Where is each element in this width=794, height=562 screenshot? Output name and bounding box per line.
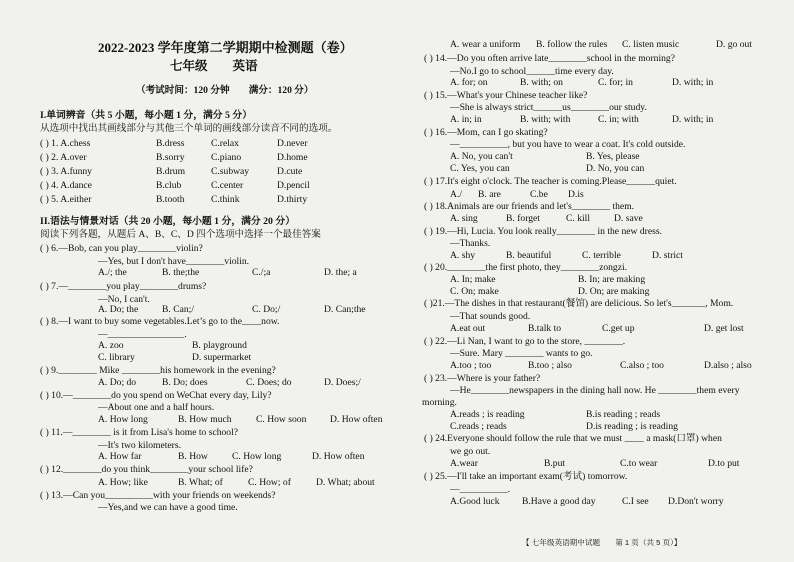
q18-option-c: C. kill: [566, 213, 590, 224]
q20-option-b: B. In; are making: [578, 274, 646, 285]
q21-option-d: D. get lost: [704, 323, 744, 334]
q25-option-c: C.I see: [622, 496, 649, 507]
q1-c: C.relax: [211, 138, 239, 149]
q22-option-a: A.too ; too: [450, 360, 492, 371]
exam-title: 2022-2023 学年度第二学期期中检测题（卷）: [98, 40, 353, 55]
question-23-line3: morning.: [422, 397, 457, 408]
q20-option-c: C. On; make: [450, 286, 499, 297]
question-22: ( ) 22.—Li Nan, I want to go to the store, ________.: [424, 336, 626, 347]
question-13: ( ) 13.—Can you__________with your friends on weekends?: [40, 490, 276, 501]
section2-instruction: 阅读下列各题，从题后 A、B、C、D 四个选项中选择一个最佳答案: [40, 229, 321, 240]
q13-option-b: B. follow the rules: [536, 39, 608, 50]
q21-option-a: A.eat out: [450, 323, 486, 334]
question-6-line2: —Yes, but I don't have________violin.: [98, 256, 250, 267]
q2-b: B.sorry: [156, 152, 185, 163]
q13-option-d: D. go out: [716, 39, 752, 50]
q3-b: B.drum: [156, 166, 186, 177]
question-6: ( ) 6.—Bob, can you play________violin?: [40, 243, 203, 254]
q17-option-d: D.is: [568, 189, 584, 200]
q25-option-d: D.Don't worry: [668, 496, 724, 507]
q22-option-c: C.also ; too: [620, 360, 664, 371]
q24-option-a: A.wear: [450, 458, 478, 469]
question-16-line2: —__________, but you have to wear a coat. It's cold outside.: [450, 139, 686, 150]
q15-option-d: D. with; in: [672, 114, 714, 125]
q1-d: D.never: [277, 138, 308, 149]
q6-option-a: A./; the: [98, 267, 127, 278]
question-23-line2: —He________newspapers in the dining hall now. He ________them every: [450, 385, 740, 396]
q15-option-b: B. with; with: [520, 114, 571, 125]
q19-option-c: C. terrible: [582, 250, 621, 261]
q10-option-a: A. How long: [98, 414, 148, 425]
question-14-line2: —No.I go to school______time every day.: [450, 66, 614, 77]
q14-option-d: D. with; in: [672, 77, 714, 88]
q21-option-c: C.get up: [602, 323, 635, 334]
q11-option-a: A. How far: [98, 451, 142, 462]
q11-option-d: D. How often: [312, 451, 365, 462]
question-14: ( ) 14.—Do you often arrive late________school in the morning?: [424, 53, 675, 64]
q4-c: C.center: [211, 180, 244, 191]
q8-option-c: C. library: [98, 352, 135, 363]
q9-option-d: D. Does;/: [324, 377, 361, 388]
section1-heading: I.单词辨音（共 5 小题，每小题 1 分，满分 5 分）: [40, 110, 252, 121]
q7-option-b: B. Can;/: [162, 304, 194, 315]
question-15-line2: —She is always strict______us________our study.: [450, 102, 647, 113]
q18-option-d: D. save: [614, 213, 643, 224]
section1-instruction: 从选项中找出其画线部分与其他三个单词的画线部分读音不同的选项。: [40, 123, 338, 134]
question-23: ( ) 23.—Where is your father?: [424, 373, 541, 384]
q12-option-d: D. What; about: [316, 477, 375, 488]
q4-b: B.club: [156, 180, 182, 191]
q24-option-b: B.put: [544, 458, 566, 469]
question-20: ( ) 20.________the first photo, they________zongzi.: [424, 262, 628, 273]
q17-option-c: C.be: [530, 189, 548, 200]
q4-a: ( ) 4. A.dance: [40, 180, 92, 191]
q22-option-b: B.too ; also: [528, 360, 572, 371]
question-8-line2: —________________.: [98, 329, 187, 340]
q6-option-b: B. the;the: [162, 267, 200, 278]
q19-option-d: D. strict: [652, 250, 683, 261]
q10-option-b: B. How much: [178, 414, 232, 425]
q8-option-d: D. supermarket: [192, 352, 252, 363]
q11-option-b: B. How: [178, 451, 208, 462]
q25-option-a: A.Good luck: [450, 496, 500, 507]
q20-option-a: A. In; make: [450, 274, 496, 285]
q2-c: C.piano: [211, 152, 242, 163]
q18-option-a: A. sing: [450, 213, 478, 224]
q11-option-c: C. How long: [232, 451, 282, 462]
q7-option-c: C. Do;/: [252, 304, 281, 315]
q13-option-c: C. listen music: [622, 39, 680, 50]
q3-d: D.cute: [277, 166, 303, 177]
q15-option-c: C. in; with: [598, 114, 639, 125]
q10-option-d: D. How often: [330, 414, 383, 425]
q3-a: ( ) 3. A.funny: [40, 166, 92, 177]
question-21: ( )21.—The dishes in that restaurant(餐馆) are delicious. So let's_______, Mom.: [424, 298, 734, 309]
question-13-line2: —Yes,and we can have a good time.: [98, 502, 238, 513]
q23-option-d: D.is reading ; is reading: [586, 421, 678, 432]
q16-option-c: C. Yes, you can: [450, 163, 510, 174]
question-24-line2: we go out.: [450, 446, 491, 457]
q12-option-a: A. How; like: [98, 477, 148, 488]
q22-option-d: D.also ; also: [704, 360, 752, 371]
q18-option-b: B. forget: [506, 213, 540, 224]
question-16: ( ) 16.—Mom, can I go skating?: [424, 127, 548, 138]
q2-d: D.home: [277, 152, 308, 163]
q10-option-c: C. How soon: [256, 414, 307, 425]
q13-option-a: A. wear a uniform: [450, 39, 521, 50]
q1-b: B.dress: [156, 138, 185, 149]
q5-c: C.think: [211, 194, 240, 205]
q5-a: ( ) 5. A.either: [40, 194, 92, 205]
q5-d: D.thirty: [277, 194, 308, 205]
exam-info: （考试时间：120 分钟 满分：120 分）: [136, 85, 314, 96]
q14-option-c: C. for; in: [598, 77, 633, 88]
question-7: ( ) 7.—________you play________drums?: [40, 281, 207, 292]
q9-option-b: B. Do; does: [162, 377, 208, 388]
q6-option-c: C./;a: [252, 267, 271, 278]
q24-option-d: D.to put: [708, 458, 740, 469]
question-18: ( ) 18.Animals are our friends and let's________ them.: [424, 201, 635, 212]
q23-option-b: B.is reading ; reads: [586, 409, 661, 420]
q2-a: ( ) 2. A.over: [40, 152, 87, 163]
q14-option-b: B. with; on: [520, 77, 563, 88]
q16-option-a: A. No, you can't: [450, 151, 513, 162]
q17-option-b: B. are: [478, 189, 501, 200]
q9-option-c: C. Does; do: [246, 377, 292, 388]
question-11: ( ) 11.—________ is it from Lisa's home to school?: [40, 427, 239, 438]
q12-option-b: B. What; of: [178, 477, 223, 488]
q8-option-a: A. zoo: [98, 340, 124, 351]
q19-option-a: A. shy: [450, 250, 476, 261]
question-7-line2: —No, I can't.: [98, 294, 150, 305]
question-12: ( ) 12.________do you think________your school life?: [40, 464, 253, 475]
q17-option-a: A./: [450, 189, 462, 200]
q15-option-a: A. in; in: [450, 114, 482, 125]
question-9: ( ) 9.________ Mike ________his homework in the evening?: [40, 365, 276, 376]
q7-option-a: A. Do; the: [98, 304, 139, 315]
q8-option-b: B. playground: [192, 340, 247, 351]
q6-option-d: D. the; a: [324, 267, 357, 278]
section2-heading: II.语法与情景对话（共 20 小题，每小题 1 分，满分 20 分）: [40, 216, 295, 227]
grade-subject: 七年级 英语: [170, 59, 258, 73]
q5-b: B.tooth: [156, 194, 185, 205]
question-25-line2: —__________.: [450, 484, 510, 495]
q24-option-c: C.to wear: [620, 458, 658, 469]
q12-option-c: C. How; of: [248, 477, 291, 488]
question-15: ( ) 15.—What's your Chinese teacher like?: [424, 90, 588, 101]
question-19: ( ) 19.—Hi, Lucia. You look really________ in the new dress.: [424, 226, 662, 237]
question-19-line2: —Thanks.: [450, 238, 491, 249]
question-25: ( ) 25.—I'll take an important exam(考试) tomorrow.: [424, 471, 628, 482]
question-8: ( ) 8.—I want to buy some vegetables.Let’s go to the____now.: [40, 316, 280, 327]
q25-option-b: B.Have a good day: [522, 496, 596, 507]
q16-option-d: D. No, you can: [586, 163, 645, 174]
question-10: ( ) 10.—________do you spend on WeChat every day, Lily?: [40, 390, 272, 401]
question-21-line2: —That sounds good.: [450, 311, 531, 322]
q4-d: D.pencil: [277, 180, 310, 191]
q9-option-a: A. Do; do: [98, 377, 137, 388]
q20-option-d: D. On; are making: [578, 286, 650, 297]
q19-option-b: B. beautiful: [506, 250, 552, 261]
q14-option-a: A. for; on: [450, 77, 488, 88]
q23-option-a: A.reads ; is reading: [450, 409, 525, 420]
question-10-line2: —About one and a half hours.: [98, 402, 215, 413]
q3-c: C.subway: [211, 166, 250, 177]
question-24: ( ) 24.Everyone should follow the rule that we must ____ a mask(口罩) when: [424, 433, 722, 444]
q1-a: ( ) 1. A.chess: [40, 138, 91, 149]
page-footer: 【 七年级英语期中试题 第 1 页（共 5 页）】: [522, 538, 682, 547]
question-11-line2: —It's two kilometers.: [98, 440, 181, 451]
q7-option-d: D. Can;the: [324, 304, 366, 315]
question-22-line2: —Sure. Mary ________ wants to go.: [450, 348, 593, 359]
question-17: ( ) 17.It's eight o'clock. The teacher is coming.Please______quiet.: [424, 176, 677, 187]
q16-option-b: B. Yes, please: [586, 151, 640, 162]
q23-option-c: C.reads ; reads: [450, 421, 507, 432]
q21-option-b: B.talk to: [528, 323, 562, 334]
